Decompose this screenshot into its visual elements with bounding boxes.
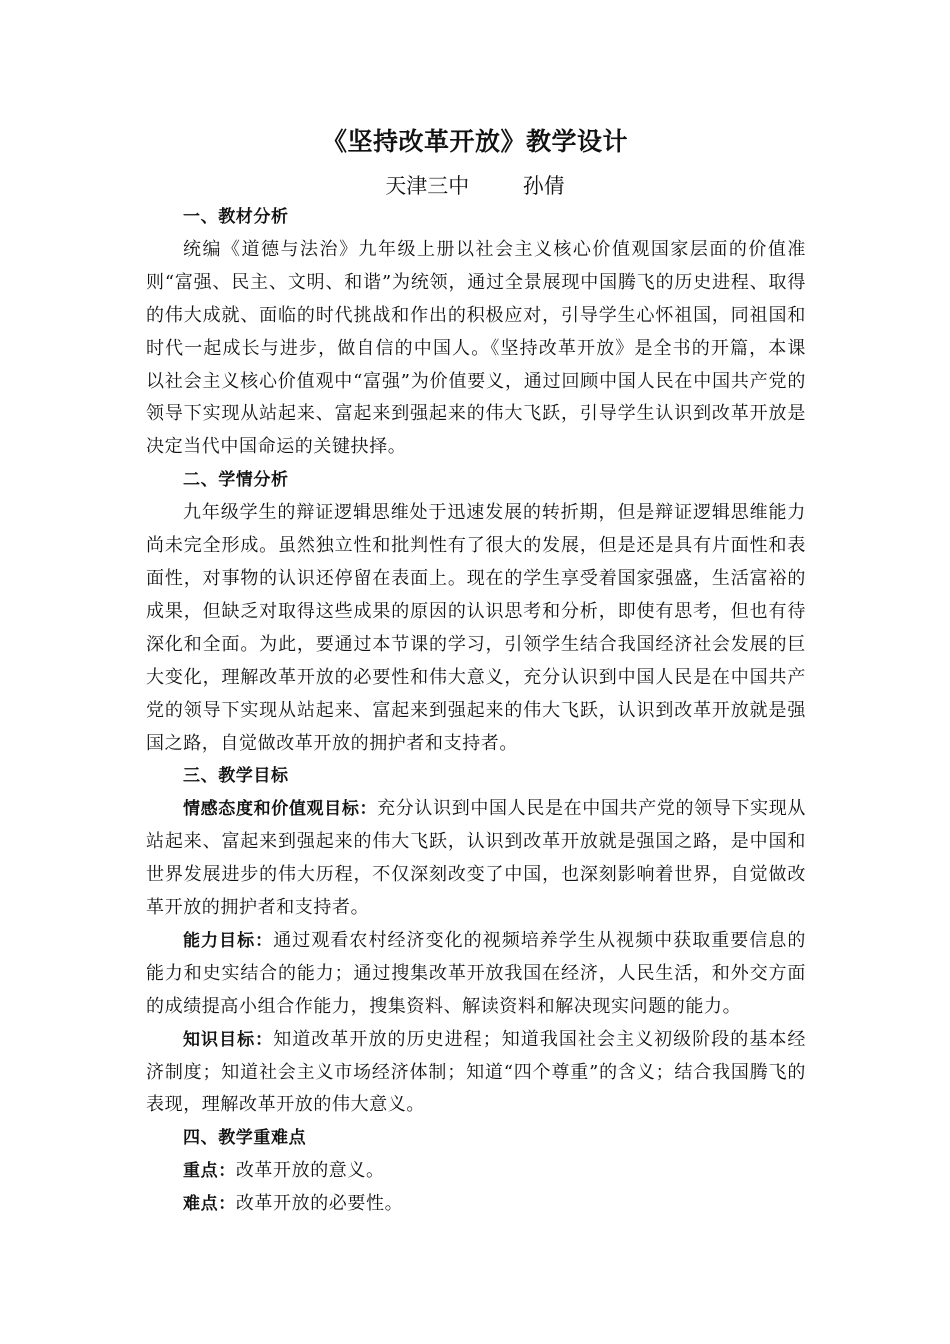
section-heading: 二、学情分析 [183, 470, 289, 491]
goal-text: 知道改革开放的历史进程；知道我国社会主义初级阶段的基本经济制度；知道社会主义市场经济体制；知道“四个尊重”的含义；结合我国腾飞的表现，理解改革开放的伟大意义。 [146, 1028, 807, 1116]
key-point-label: 重点： [183, 1161, 236, 1182]
goal-paragraph [146, 925, 806, 1024]
goal-paragraph [146, 793, 806, 925]
goal-label: 知识目标： [183, 1029, 274, 1050]
difficult-point [146, 1188, 806, 1221]
section-heading: 一、教材分析 [183, 207, 289, 227]
section-paragraph: 九年级学生的辩证逻辑思维处于迅速发展的转折期，但是辩证逻辑思维能力尚未完全形成。虽然独立性和批判性有了很大的发展，但是还是具有片面性和表面性，对事物的认识还停留在表面上。现在的学生享受着国家强盛，生活富裕的成果，但缺乏对取得这些成果的原因的认识思考和分析，即使有思考，但也有待深化和全面。为此，要通过本节课的学习，引领学生结合我国经济社会发展的巨大变化，理解改革开放的必要性和伟大意义，充分认识到中国人民是在中国共产党的领导下实现从站起来、富起来到强起来的伟大飞跃，认识到改革开放就是强国之路，自觉做改革开放的拥护者和支持者。 [146, 502, 806, 754]
section-heading: 四、教学重难点 [183, 1128, 307, 1149]
document-body [146, 201, 806, 1221]
goal-label: 能力目标： [183, 930, 274, 951]
goal-label: 情感态度和价值观目标： [183, 799, 378, 820]
goal-text: 通过观看农村经济变化的视频培养学生从视频中获取重要信息的能力和史实结合的能力；通过搜集改革开放我国在经济，人民生活，和外交方面的成绩提高小组合作能力，搜集资料、解读资料和解决现实问题的能力。 [146, 929, 807, 1017]
author-line: 天津三中 孙倩 [385, 174, 565, 198]
key-point [146, 1155, 806, 1188]
section-paragraph: 统编《道德与法治》九年级上册以社会主义核心价值观国家层面的价值准则“富强、民主、文明、和谐”为统领，通过全景展现中国腾飞的历史进程、取得的伟大成就、面临的时代挑战和作出的积极应对，引导学生心怀祖国，同祖国和时代一起成长与进步，做自信的中国人。《坚持改革开放》是全书的开篇，本课以社会主义核心价值观中“富强”为价值要义，通过回顾中国人民在中国共产党的领导下实现从站起来、富起来到强起来的伟大飞跃，引导学生认识到改革开放是决定当代中国命运的关键抉择。 [146, 238, 806, 458]
section-heading: 三、教学目标 [183, 766, 289, 787]
goal-paragraph [146, 1024, 806, 1123]
goal-text: 充分认识到中国人民是在中国共产党的领导下实现从站起来、富起来到强起来的伟大飞跃，认识到改革开放就是强国之路，是中国和世界发展进步的伟大历程，不仅深刻改变了中国，也深刻影响着世界，自觉做改革开放的拥护者和支持者。 [146, 798, 806, 919]
key-point-text: 改革开放的意义。 [235, 1160, 385, 1182]
difficult-point-text: 改革开放的必要性。 [235, 1193, 404, 1215]
document-title: 《坚持改革开放》教学设计 [321, 127, 628, 156]
difficult-point-label: 难点： [183, 1194, 236, 1215]
